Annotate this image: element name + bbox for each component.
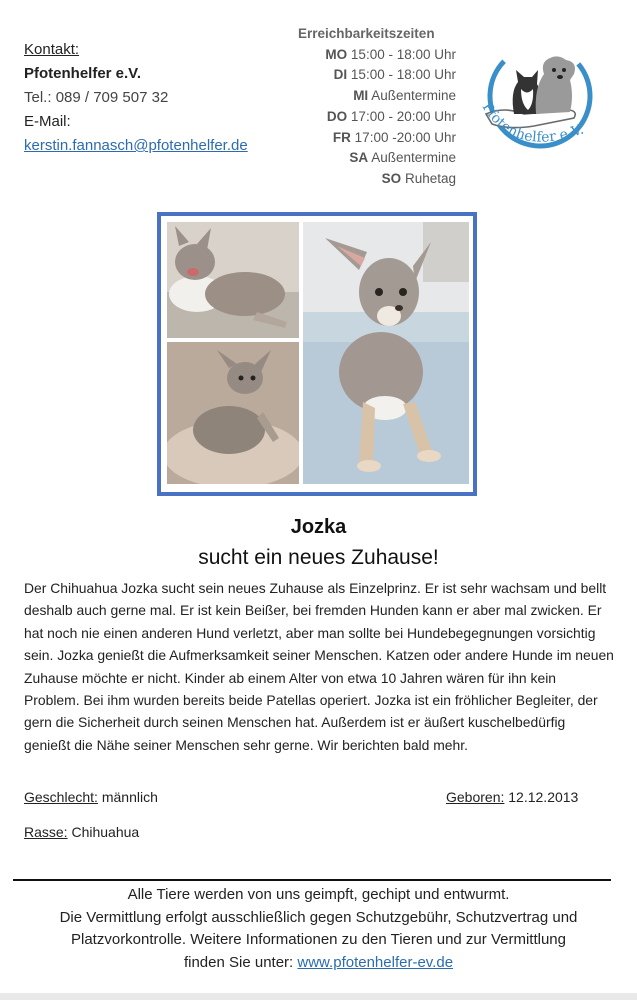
phone-number: 089 / 709 507 32 bbox=[55, 89, 169, 106]
sex-value: männlich bbox=[101, 789, 158, 805]
sex-label: Geschlecht: bbox=[24, 789, 98, 805]
phone-label: Tel.: bbox=[24, 89, 52, 106]
headline: sucht ein neues Zuhause! bbox=[198, 546, 439, 569]
hours-row: MI Außentermine bbox=[353, 88, 456, 104]
hours-row: SA Außentermine bbox=[349, 150, 456, 166]
hours-row: DO 17:00 - 20:00 Uhr bbox=[326, 108, 456, 124]
hours-row: FR 17:00 -20:00 Uhr bbox=[332, 129, 456, 145]
breed-label: Rasse: bbox=[24, 824, 68, 840]
footer-prefix: finden Sie unter: bbox=[183, 953, 294, 971]
website-link[interactable]: www.pfotenhelfer-ev.de bbox=[297, 953, 454, 971]
svg-text:Pfotenhelfer e.V.: Pfotenhelfer e.V. bbox=[478, 99, 586, 146]
footer-line bbox=[0, 952, 637, 975]
photo-dog-on-bed bbox=[167, 342, 299, 484]
animal-name: Jozka bbox=[290, 516, 347, 538]
hours-row: MO 15:00 - 18:00 Uhr bbox=[325, 46, 456, 62]
contact-label: Kontakt: bbox=[24, 41, 80, 58]
hours-row: SO Ruhetag bbox=[381, 170, 456, 186]
born-value: 12.12.2013 bbox=[508, 789, 579, 805]
email-link[interactable]: kerstin.fannasch@pfotenhelfer.de bbox=[24, 137, 248, 154]
breed-field bbox=[24, 824, 139, 840]
footer-line: Platzvorkontrolle. Weitere Informationen zu den Tieren und zur Vermittlung bbox=[71, 931, 566, 948]
photo-collage bbox=[157, 212, 477, 496]
description-text: Der Chihuahua Jozka sucht sein neues Zuhause als Einzelprinz. Er ist sehr wachsam und bellt deshalb auch gerne mal. Er ist kein Beißer, bei fremden Hunden kann er aber mal zwicken. Er hat noch nie einen anderen Hund verletzt, aber man sollte bei Hundebegegnungen vorsichtig sein. Jozka genießt die Aufmerksamkeit seiner Menschen. Katzen oder andere Hunde im neuen Zuhause möchte er nicht. Kinder ab einem Alter von etwa 10 Jahren wären für ihn kein Problem. Bei ihm wurden bereits beide Patellas operiert. Jozka ist ein fröhlicher Begleiter, der gern die Sicherheit durch seinen Menschen hat. Außerdem ist er äußert kuschelbedürfig genießt die Nähe seiner Menschen sehr gerne. Wir berichten bald mehr. bbox=[24, 580, 614, 753]
sex-field bbox=[24, 789, 158, 805]
photo-dog-lying bbox=[167, 222, 299, 338]
pfotenhelfer-logo bbox=[474, 44, 604, 159]
availability-hours bbox=[290, 24, 456, 190]
bottom-border bbox=[0, 993, 637, 1000]
email-label: E-Mail: bbox=[24, 113, 71, 130]
org-name: Pfotenhelfer e.V. bbox=[24, 65, 141, 82]
born-label: Geboren: bbox=[446, 789, 505, 805]
phone-line bbox=[24, 86, 248, 110]
footer-line: Die Vermittlung erfolgt ausschließlich gegen Schutzgebühr, Schutzvertrag und bbox=[59, 908, 578, 926]
divider bbox=[13, 879, 611, 881]
hours-title: Erreichbarkeitszeiten bbox=[298, 26, 435, 41]
footer bbox=[0, 884, 637, 974]
breed-value: Chihuahua bbox=[71, 824, 140, 840]
photo-dog-portrait bbox=[303, 222, 469, 484]
contact-block bbox=[24, 38, 248, 158]
born-field bbox=[446, 789, 578, 805]
footer-line: Alle Tiere werden von uns geimpft, gechipt und entwurmt. bbox=[127, 886, 510, 903]
hours-row: DI 15:00 - 18:00 Uhr bbox=[333, 67, 456, 83]
